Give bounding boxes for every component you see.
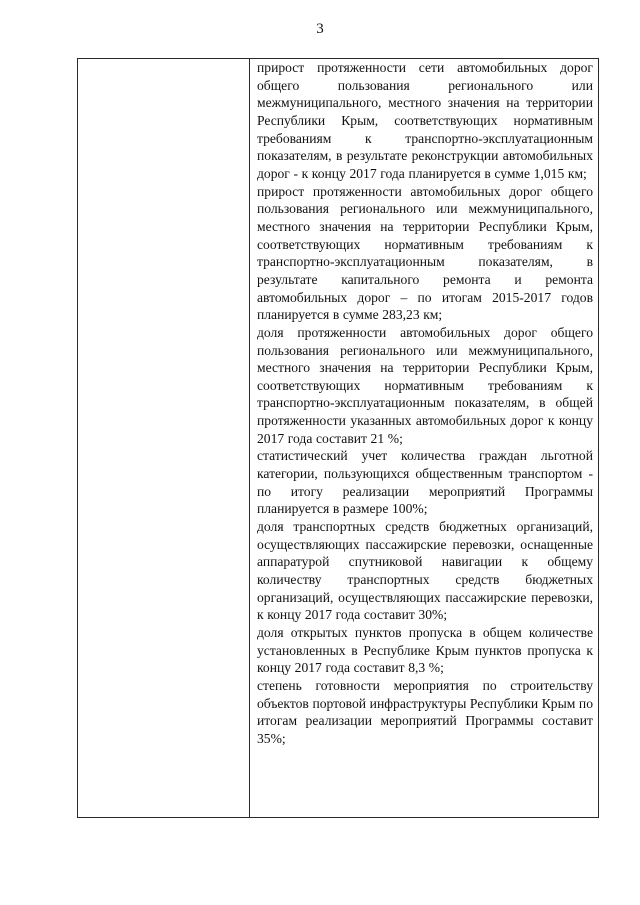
- table-left-cell: [78, 59, 250, 817]
- indicator-paragraph: доля открытых пунктов пропуска в общем количестве установленных в Республике Крым пунктов пропуска к концу 2017 года составит 8,3 %;: [257, 625, 593, 676]
- indicator-paragraph: прирост протяженности сети автомобильных дорог общего пользования регионального или межмуниципального, местного значения на территории Республики Крым, соответствующих нормативным требованиям к транспортно-эксплуатационным показателям, в результате реконструкции автомобильных дорог - к концу 2017 года планируется в сумме 1,015 км;: [257, 60, 593, 181]
- program-table: [77, 58, 599, 818]
- page-number: 3: [316, 21, 324, 37]
- table-right-cell: [250, 59, 598, 817]
- indicator-paragraph: доля транспортных средств бюджетных организаций, осуществляющих пассажирские перевозки, оснащенные аппаратурой спутниковой навигации к общему количеству транспортных средств бюджетных организаций, осуществляющих пассажирские перевозки, к концу 2017 года составит 30%;: [257, 519, 593, 623]
- indicator-paragraph: степень готовности мероприятия по строительству объектов портовой инфраструктуры Республики Крым по итогам реализации мероприятий Программы составит 35%;: [257, 677, 593, 746]
- indicator-paragraph: доля протяженности автомобильных дорог общего пользования регионального или межмуниципального, местного значения на территории Республики Крым, соответствующих нормативным требованиям к транспортно-эксплуатационным показателям, в общей протяженности указанных автомобильных дорог к концу 2017 года составит 21 %;: [257, 324, 593, 446]
- indicator-paragraph: прирост протяженности автомобильных дорог общего пользования регионального или межмуниципального, местного значения на территории Республики Крым, соответствующих нормативным требованиям к транспортно-эксплуатационным показателям, в результате капитального ремонта и ремонта автомобильных дорог – по итогам 2015-2017 годов планируется в сумме 283,23 км;: [257, 183, 593, 323]
- indicator-paragraph: статистический учет количества граждан льготной категории, пользующихся общественным транспортом - по итогу реализации мероприятий Программы планируется в размере 100%;: [257, 448, 593, 517]
